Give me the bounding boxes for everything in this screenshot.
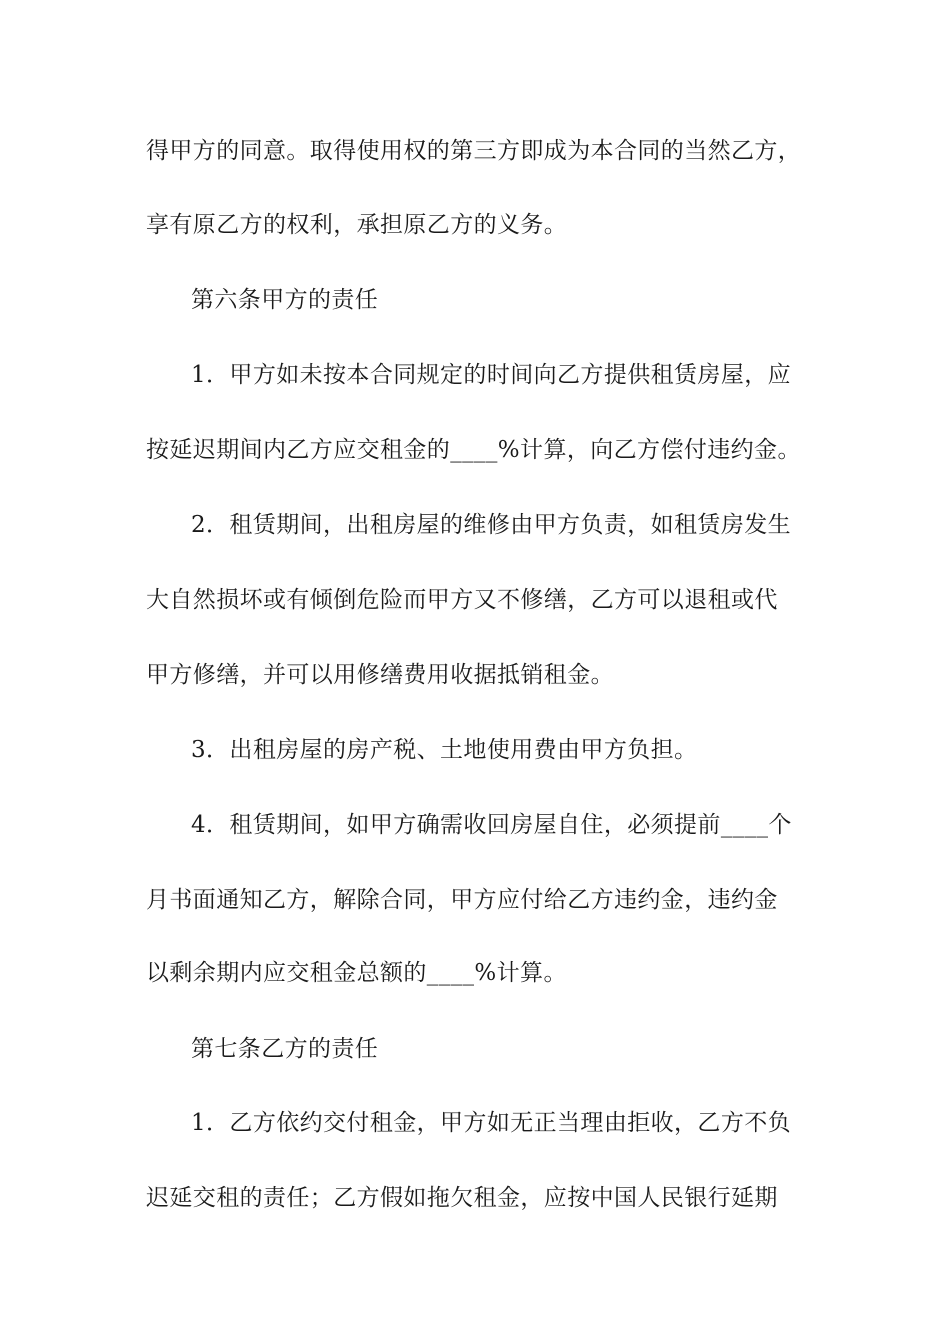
paragraph-line: 4．租赁期间，如甲方确需收回房屋自住，必须提前____个 (191, 812, 792, 838)
paragraph-line: 以剩余期内应交租金总额的____%计算。 (146, 960, 567, 986)
paragraph-line: 享有原乙方的权利，承担原乙方的义务。 (146, 212, 568, 238)
paragraph-line: 3．出租房屋的房产税、土地使用费由甲方负担。 (191, 737, 698, 763)
paragraph-line: 1．甲方如未按本合同规定的时间向乙方提供租赁房屋，应 (191, 362, 792, 388)
paragraph-line: 得甲方的同意。取得使用权的第三方即成为本合同的当然乙方， (146, 138, 802, 164)
paragraph-line: 月书面通知乙方，解除合同，甲方应付给乙方违约金，违约金 (146, 887, 778, 913)
paragraph-line: 大自然损坏或有倾倒危险而甲方又不修缮，乙方可以退租或代 (146, 587, 778, 613)
paragraph-line: 甲方修缮，并可以用修缮费用收据抵销租金。 (146, 662, 614, 688)
section-heading-article-7: 第七条乙方的责任 (191, 1036, 379, 1062)
paragraph-line: 按延迟期间内乙方应交租金的____%计算，向乙方偿付违约金。 (146, 437, 801, 463)
paragraph-line: 2．租赁期间，出租房屋的维修由甲方负责，如租赁房发生 (191, 512, 792, 538)
paragraph-line: 迟延交租的责任；乙方假如拖欠租金，应按中国人民银行延期 (146, 1185, 778, 1211)
paragraph-line: 1．乙方依约交付租金，甲方如无正当理由拒收，乙方不负 (191, 1110, 792, 1136)
section-heading-article-6: 第六条甲方的责任 (191, 287, 379, 313)
